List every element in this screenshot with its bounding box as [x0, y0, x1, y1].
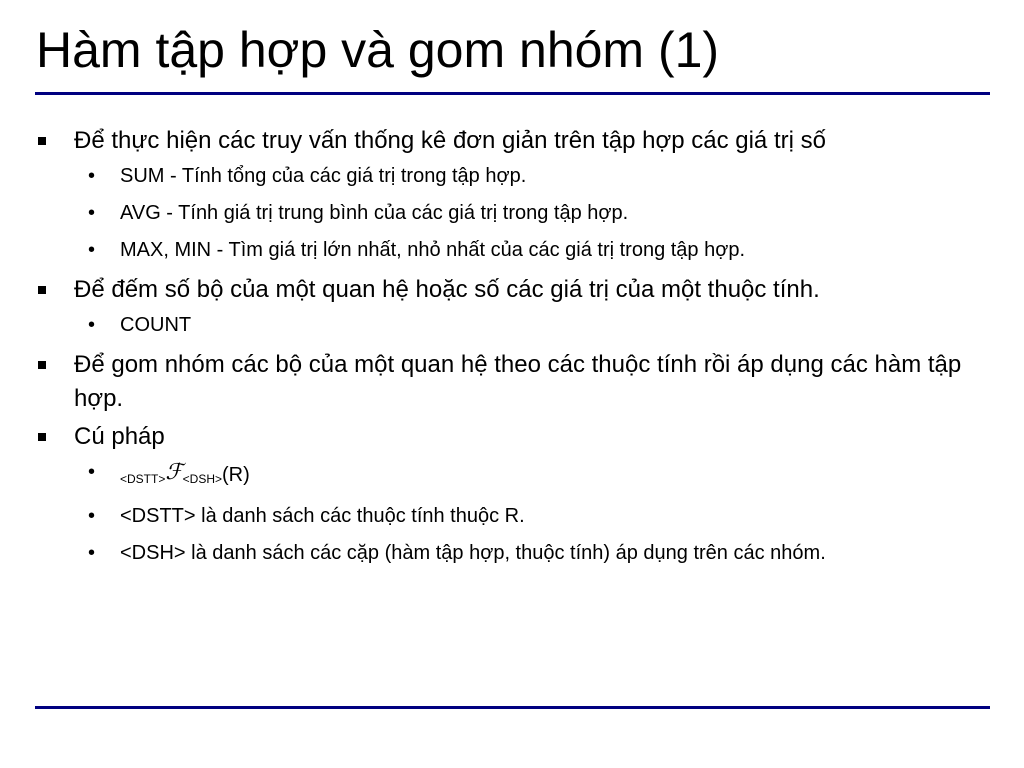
sub-bullet-item	[36, 502, 976, 531]
bullet-text: Cú pháp	[74, 423, 165, 450]
square-bullet-icon	[38, 361, 46, 369]
square-bullet-icon	[38, 433, 46, 441]
dot-bullet-icon: •	[88, 165, 96, 187]
dot-bullet-icon: •	[88, 461, 96, 483]
dot-bullet-icon: •	[88, 239, 96, 261]
aggregate-function-symbol: ℱ	[165, 460, 183, 485]
sub-bullet-item	[36, 236, 976, 265]
sub-bullet-text: <DSH> là danh sách các cặp (hàm tập hợp, thuộc tính) áp dụng trên các nhóm.	[120, 542, 826, 564]
footer-divider	[35, 706, 990, 709]
sub-bullet-text: SUM - Tính tổng của các giá trị trong tập hợp.	[120, 165, 527, 187]
dot-bullet-icon: •	[88, 505, 96, 527]
sub-bullet-text: AVG - Tính giá trị trung bình của các giá trị trong tập hợp.	[120, 202, 629, 224]
formula-function-list: <DSH>	[182, 472, 223, 486]
bullet-item	[36, 124, 976, 158]
bullet-text: Để gom nhóm các bộ của một quan hệ theo các thuộc tính rồi áp dụng các hàm tập hợp.	[74, 351, 962, 412]
slide-body	[36, 124, 976, 576]
square-bullet-icon	[38, 286, 46, 294]
sub-bullet-text: COUNT	[120, 314, 192, 336]
syntax-formula	[36, 458, 976, 494]
dot-bullet-icon: •	[88, 542, 96, 564]
dot-bullet-icon: •	[88, 314, 96, 336]
bullet-item	[36, 420, 976, 454]
dot-bullet-icon: •	[88, 202, 96, 224]
slide-title: Hàm tập hợp và gom nhóm (1)	[36, 22, 720, 78]
sub-bullet-item	[36, 311, 976, 340]
sub-bullet-item	[36, 539, 976, 568]
sub-bullet-item	[36, 199, 976, 228]
formula-relation: (R)	[222, 464, 250, 486]
square-bullet-icon	[38, 137, 46, 145]
bullet-item	[36, 348, 976, 416]
bullet-text: Để đếm số bộ của một quan hệ hoặc số các giá trị của một thuộc tính.	[74, 276, 820, 303]
bullet-item	[36, 273, 976, 307]
sub-bullet-text: <DSTT> là danh sách các thuộc tính thuộc R.	[120, 505, 525, 527]
formula-grouping-attributes: <DSTT>	[120, 472, 166, 486]
bullet-text: Để thực hiện các truy vấn thống kê đơn giản trên tập hợp các giá trị số	[74, 127, 826, 154]
sub-bullet-item	[36, 162, 976, 191]
sub-bullet-text: MAX, MIN - Tìm giá trị lớn nhất, nhỏ nhất của các giá trị trong tập hợp.	[120, 239, 746, 261]
title-divider	[35, 92, 990, 95]
